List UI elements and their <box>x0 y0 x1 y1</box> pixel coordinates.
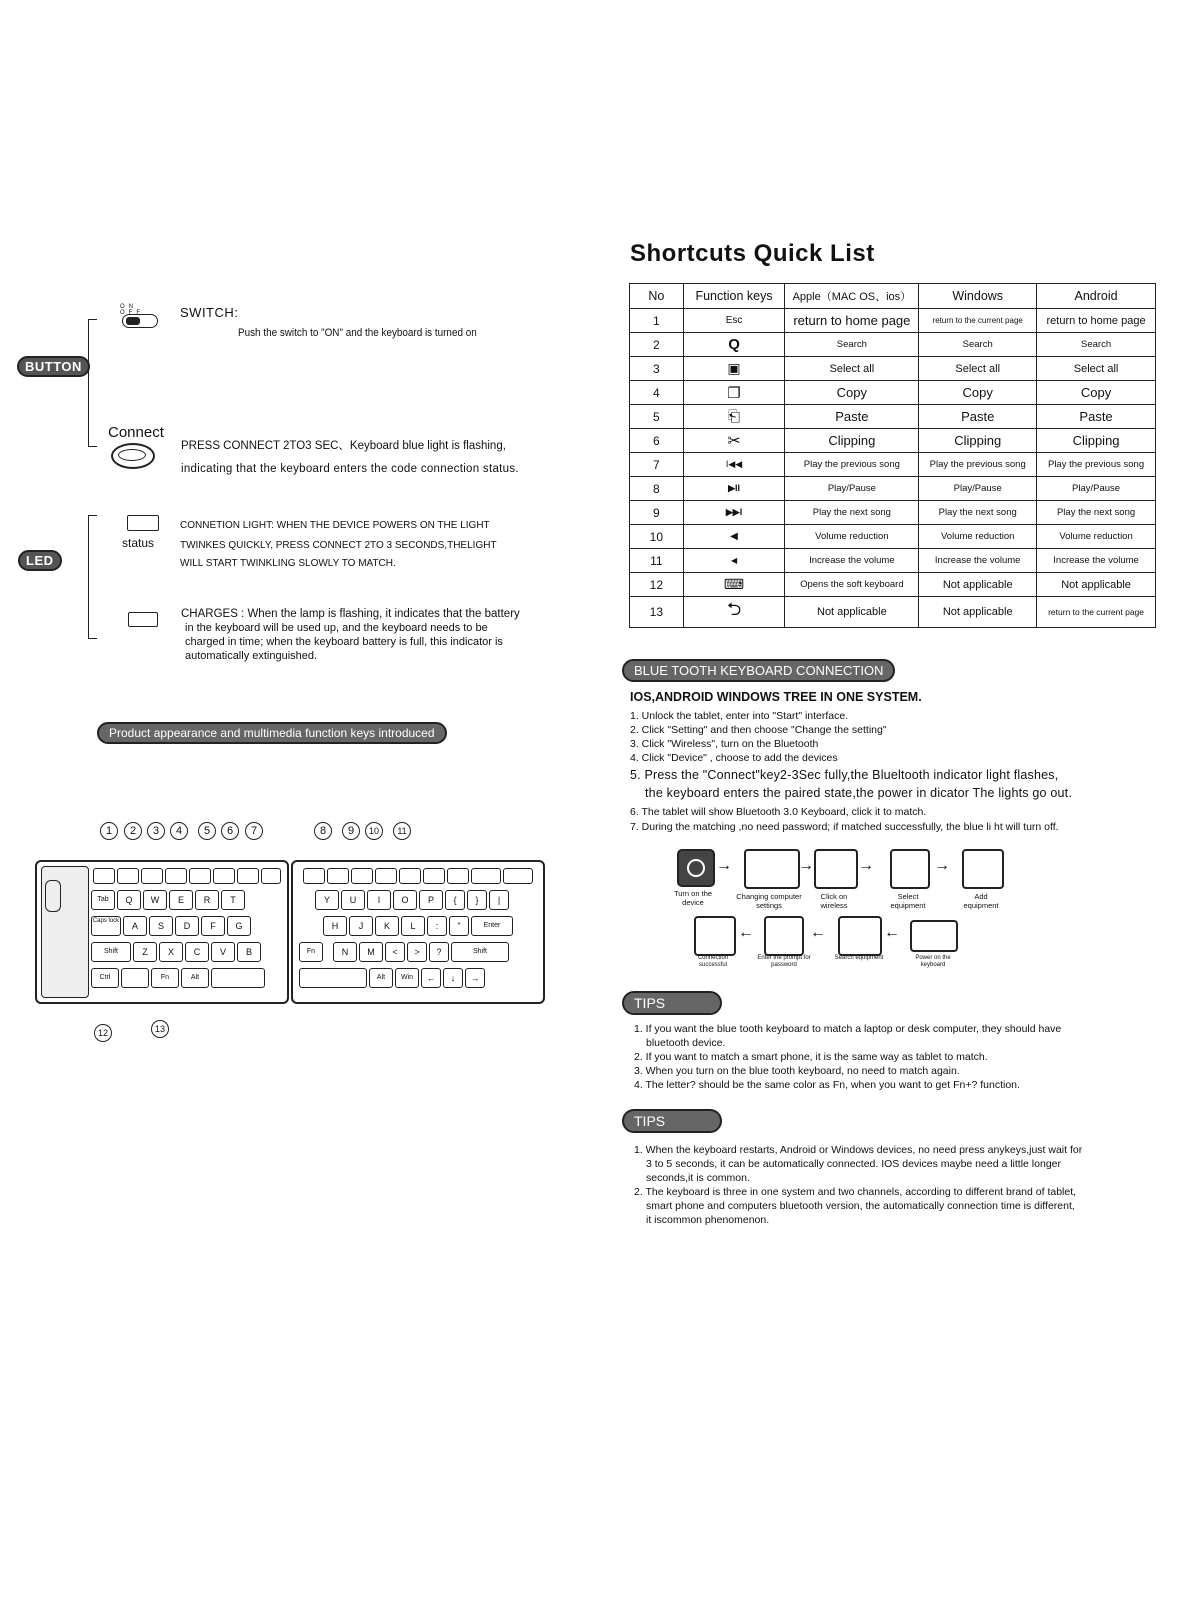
callout-2: 2 <box>124 822 142 840</box>
cell-apple: Select all <box>785 357 919 381</box>
tips-banner-2: TIPS <box>622 1109 722 1133</box>
fn-key <box>189 868 211 884</box>
status-line2: TWINKES QUICKLY, PRESS CONNECT 2TO 3 SECONDS,THELIGHT <box>180 540 497 551</box>
table-row <box>630 357 1156 381</box>
cell-windows: Not applicable <box>919 597 1037 628</box>
key: K <box>375 916 399 936</box>
fn-key <box>93 868 115 884</box>
cell-android: Paste <box>1037 405 1156 429</box>
arrow-left-icon: ← <box>738 924 754 941</box>
fn-key <box>141 868 163 884</box>
key: → <box>465 968 485 988</box>
key: ↓ <box>443 968 463 988</box>
bt-step-6: 6. The tablet will show Bluetooth 3.0 Keyboard, click it to match. <box>630 806 927 818</box>
key: B <box>237 942 261 962</box>
table-row <box>630 309 1156 333</box>
key: < <box>385 942 405 962</box>
key: Win <box>395 968 419 988</box>
key: { <box>445 890 465 910</box>
flow-step-label: Click on wireless <box>820 892 848 910</box>
bt-step-2: 2. Click "Setting" and then choose "Change the setting" <box>630 724 887 736</box>
key: V <box>211 942 235 962</box>
key: Y <box>315 890 339 910</box>
cell-no: 11 <box>630 549 684 573</box>
status-line1: CONNETION LIGHT: WHEN THE DEVICE POWERS ON THE LIGHT <box>180 520 490 531</box>
switch-title: SWITCH: <box>180 305 239 320</box>
header-android: Android <box>1037 284 1156 309</box>
key: O <box>393 890 417 910</box>
key: D <box>175 916 199 936</box>
arrow-right-icon: → <box>934 857 950 874</box>
table-row <box>630 333 1156 357</box>
cell-android: Volume reduction <box>1037 525 1156 549</box>
bt-heading: IOS,ANDROID WINDOWS TREE IN ONE SYSTEM. <box>630 690 922 704</box>
fn-key <box>503 868 533 884</box>
cell-apple: Paste <box>785 405 919 429</box>
table-row <box>630 381 1156 405</box>
key: X <box>159 942 183 962</box>
cell-android: Select all <box>1037 357 1156 381</box>
cell-apple: Clipping <box>785 429 919 453</box>
key: R <box>195 890 219 910</box>
fn-key <box>213 868 235 884</box>
callout-4: 4 <box>170 822 188 840</box>
cell-no: 6 <box>630 429 684 453</box>
bt-step-5a: 5. Press the "Connect"key2-3Sec fully,the Blueltooth indicator light flashes, <box>630 768 1059 782</box>
switch-icon <box>120 304 160 330</box>
play-pause-icon: ▶II <box>683 477 785 501</box>
key: Fn <box>299 942 323 962</box>
tip-item: it iscommon phenomenon. <box>646 1214 770 1226</box>
table-row <box>630 573 1156 597</box>
cell-apple: return to home page <box>785 309 919 333</box>
fn-key <box>261 868 281 884</box>
tip-item: 3 to 5 seconds, it can be automatically connected. IOS devices maybe need a little longer <box>646 1158 1061 1170</box>
cell-windows: Clipping <box>919 429 1037 453</box>
arrow-right-icon: → <box>798 857 814 874</box>
copy-icon: ❐ <box>683 381 785 405</box>
key: Alt <box>369 968 393 988</box>
previous-track-icon: I◀◀ <box>683 453 785 477</box>
cell-windows: Paste <box>919 405 1037 429</box>
cell-android: return to home page <box>1037 309 1156 333</box>
status-title: status <box>122 536 155 550</box>
bt-step-4: 4. Click "Device" , choose to add the devices <box>630 752 838 764</box>
key: L <box>401 916 425 936</box>
cell-no: 8 <box>630 477 684 501</box>
cell-windows: Search <box>919 333 1037 357</box>
cell-android: Search <box>1037 333 1156 357</box>
cell-android: return to the current page <box>1037 597 1156 628</box>
flow-step-label: Changing computer settings <box>736 892 802 910</box>
arrow-right-icon: → <box>716 857 732 874</box>
shortcuts-table <box>629 283 1156 628</box>
callout-11: 11 <box>393 822 411 840</box>
charge-light-icon <box>128 612 158 627</box>
cell-windows: Volume reduction <box>919 525 1037 549</box>
cell-apple: Play the next song <box>785 501 919 525</box>
key: T <box>221 890 245 910</box>
callout-12: 12 <box>94 1024 112 1042</box>
led-tag: LED <box>18 550 62 571</box>
key: Alt <box>181 968 209 988</box>
search-icon: Q <box>683 333 785 357</box>
next-track-icon: ▶▶I <box>683 501 785 525</box>
cell-no: 10 <box>630 525 684 549</box>
fn-key <box>327 868 349 884</box>
key: A <box>123 916 147 936</box>
fn-key <box>165 868 187 884</box>
tip-item: 4. The letter? should be the same color as Fn, when you want to get Fn+? function. <box>634 1079 1020 1091</box>
tips-banner-1: TIPS <box>622 991 722 1015</box>
charges-line4: automatically extinguished. <box>185 650 318 662</box>
table-row <box>630 501 1156 525</box>
status-light-icon <box>127 515 159 531</box>
table-row <box>630 477 1156 501</box>
fn-key <box>303 868 325 884</box>
tip-item: smart phone and computers bluetooth version, the automatically connection time is different, <box>646 1200 1075 1212</box>
success-screen-icon <box>694 916 736 956</box>
bt-step-7: 7. During the matching ,no need password; if matched successfully, the blue li ht will turn off. <box>630 821 1059 833</box>
table-row <box>630 453 1156 477</box>
cell-windows: Copy <box>919 381 1037 405</box>
flow-step-label: Turn on the device <box>673 889 713 907</box>
tip-item: 2. The keyboard is three in one system and two channels, according to different brand of tablet, <box>634 1186 1077 1198</box>
charges-line1: CHARGES : When the lamp is flashing, it indicates that the battery <box>181 608 520 620</box>
wireless-screen-icon <box>814 849 858 889</box>
shift-key: Shift <box>451 942 509 962</box>
space-key <box>299 968 367 988</box>
header-windows: Windows <box>919 284 1037 309</box>
arrow-left-icon: ← <box>884 924 900 941</box>
switch-off-label: OFF <box>120 310 144 316</box>
key: S <box>149 916 173 936</box>
flow-step-label: Search equipment <box>834 955 884 961</box>
connect-title: Connect <box>108 424 164 441</box>
connect-line1: PRESS CONNECT 2TO3 SEC、Keyboard blue light is flashing, <box>181 440 506 452</box>
bt-step-3: 3. Click "Wireless", turn on the Bluetooth <box>630 738 819 750</box>
key: P <box>419 890 443 910</box>
cell-no: 12 <box>630 573 684 597</box>
esc-icon: Esc <box>683 309 785 333</box>
key: Tab <box>91 890 115 910</box>
header-no: No <box>630 284 684 309</box>
callout-13: 13 <box>151 1020 169 1038</box>
enter-key: Enter <box>471 916 513 936</box>
settings-screen-icon <box>744 849 800 889</box>
key: : <box>427 916 447 936</box>
bt-steps <box>630 709 887 765</box>
led-bracket <box>88 515 97 639</box>
flow-step-label: Select equipment <box>890 892 926 910</box>
key <box>121 968 149 988</box>
volume-down-icon: ◀ <box>683 525 785 549</box>
key: U <box>341 890 365 910</box>
key: F <box>201 916 225 936</box>
bt-banner: BLUE TOOTH KEYBOARD CONNECTION <box>622 659 895 682</box>
bt-step-1: 1. Unlock the tablet, enter into "Start" interface. <box>630 710 849 722</box>
product-banner: Product appearance and multimedia function keys introduced <box>97 722 447 744</box>
cell-no: 5 <box>630 405 684 429</box>
table-row <box>630 549 1156 573</box>
flow-step-label: Enter the prompt for password <box>757 955 811 968</box>
status-line3: WILL START TWINKLING SLOWLY TO MATCH. <box>180 558 396 569</box>
charges-line2: in the keyboard will be used up, and the keyboard needs to be <box>185 622 488 634</box>
cell-apple: Not applicable <box>785 597 919 628</box>
tip-item: 2. If you want to match a smart phone, it is the same way as tablet to match. <box>634 1051 988 1063</box>
cell-android: Not applicable <box>1037 573 1156 597</box>
cell-apple: Search <box>785 333 919 357</box>
connect-line2: indicating that the keyboard enters the code connection status. <box>181 463 519 475</box>
callout-6: 6 <box>221 822 239 840</box>
shortcuts-title: Shortcuts Quick List <box>630 240 875 267</box>
fn-key <box>471 868 501 884</box>
switch-desc: Push the switch to "ON" and the keyboard is turned on <box>238 327 477 339</box>
cell-android: Increase the volume <box>1037 549 1156 573</box>
cell-no: 4 <box>630 381 684 405</box>
cell-apple: Opens the soft keyboard <box>785 573 919 597</box>
key: H <box>323 916 347 936</box>
callout-5: 5 <box>198 822 216 840</box>
key: M <box>359 942 383 962</box>
callout-1: 1 <box>100 822 118 840</box>
flow-step-label: Add equipment <box>963 892 999 910</box>
tip-item: bluetooth device. <box>646 1037 726 1049</box>
key: Q <box>117 890 141 910</box>
paste-icon: ⎗ <box>683 405 785 429</box>
device-icon <box>677 849 715 887</box>
arrow-left-icon: ← <box>810 924 826 941</box>
cell-apple: Play/Pause <box>785 477 919 501</box>
flow-step-label: Power on the keyboard <box>915 955 951 968</box>
fn-key <box>351 868 373 884</box>
key: > <box>407 942 427 962</box>
key: | <box>489 890 509 910</box>
cell-android: Copy <box>1037 381 1156 405</box>
key: " <box>449 916 469 936</box>
key: G <box>227 916 251 936</box>
tip-item: 1. If you want the blue tooth keyboard to match a laptop or desk computer, they should have <box>634 1023 1062 1035</box>
password-screen-icon <box>764 916 804 956</box>
header-apple: Apple（MAC OS、ios） <box>785 284 919 309</box>
charges-line3: charged in time; when the keyboard battery is full, this indicator is <box>185 636 503 648</box>
key: Fn <box>151 968 179 988</box>
key: E <box>169 890 193 910</box>
add-screen-icon <box>962 849 1004 889</box>
callout-8: 8 <box>314 822 332 840</box>
key: J <box>349 916 373 936</box>
select-screen-icon <box>890 849 930 889</box>
key: ← <box>421 968 441 988</box>
cell-windows: Play/Pause <box>919 477 1037 501</box>
button-bracket <box>88 319 97 447</box>
header-function-keys: Function keys <box>683 284 785 309</box>
cell-apple: Play the previous song <box>785 453 919 477</box>
key: W <box>143 890 167 910</box>
callout-9: 9 <box>342 822 360 840</box>
callout-3: 3 <box>147 822 165 840</box>
key: Caps lock <box>91 916 121 936</box>
table-row <box>630 525 1156 549</box>
fn-key <box>375 868 397 884</box>
callout-10: 10 <box>365 822 383 840</box>
tip-item: 1. When the keyboard restarts, Android or Windows devices, no need press anykeys,just wait for <box>634 1144 1083 1156</box>
cell-no: 3 <box>630 357 684 381</box>
cell-android: Clipping <box>1037 429 1156 453</box>
key: Ctrl <box>91 968 119 988</box>
connect-button-icon <box>111 443 155 469</box>
back-arrow-icon: ⮌ <box>683 597 785 628</box>
cell-apple: Increase the volume <box>785 549 919 573</box>
key: Shift <box>91 942 131 962</box>
cell-windows: Play the previous song <box>919 453 1037 477</box>
select-all-icon: ▣ <box>683 357 785 381</box>
tips-list-2 <box>634 1143 1082 1227</box>
fn-key <box>423 868 445 884</box>
cell-windows: return to the current page <box>919 309 1037 333</box>
cell-android: Play the next song <box>1037 501 1156 525</box>
switch-on-label: ON <box>120 304 137 310</box>
arrow-right-icon: → <box>858 857 874 874</box>
table-row <box>630 429 1156 453</box>
keyboard-icon: ⌨ <box>683 573 785 597</box>
space-key <box>211 968 265 988</box>
fn-key <box>117 868 139 884</box>
cell-apple: Volume reduction <box>785 525 919 549</box>
callout-7: 7 <box>245 822 263 840</box>
fn-key <box>237 868 259 884</box>
key: ? <box>429 942 449 962</box>
tip-item: 3. When you turn on the blue tooth keyboard, no need to match again. <box>634 1065 960 1077</box>
keyboard-illustration <box>35 860 545 1002</box>
search-screen-icon <box>838 916 882 956</box>
scissors-icon: ✂ <box>683 429 785 453</box>
key: I <box>367 890 391 910</box>
button-tag: BUTTON <box>17 356 90 377</box>
table-row <box>630 597 1156 628</box>
cell-no: 2 <box>630 333 684 357</box>
tip-item: seconds,it is common. <box>646 1172 750 1184</box>
cell-windows: Select all <box>919 357 1037 381</box>
cell-windows: Not applicable <box>919 573 1037 597</box>
keyboard-power-icon <box>45 880 61 912</box>
cell-no: 1 <box>630 309 684 333</box>
table-header-row <box>630 284 1156 309</box>
flow-step-label: Connection successful <box>697 955 729 968</box>
tips-list-1 <box>634 1022 1061 1092</box>
cell-android: Play/Pause <box>1037 477 1156 501</box>
key: } <box>467 890 487 910</box>
cell-no: 9 <box>630 501 684 525</box>
key: Z <box>133 942 157 962</box>
bt-step-5b: the keyboard enters the paired state,the power in dicator The lights go out. <box>645 786 1073 800</box>
volume-up-icon: ◀ <box>683 549 785 573</box>
cell-windows: Play the next song <box>919 501 1037 525</box>
key: N <box>333 942 357 962</box>
keyboard-power-screen-icon <box>910 920 958 952</box>
cell-windows: Increase the volume <box>919 549 1037 573</box>
cell-no: 7 <box>630 453 684 477</box>
key: C <box>185 942 209 962</box>
fn-key <box>399 868 421 884</box>
table-row <box>630 405 1156 429</box>
cell-android: Play the previous song <box>1037 453 1156 477</box>
cell-apple: Copy <box>785 381 919 405</box>
fn-key <box>447 868 469 884</box>
cell-no: 13 <box>630 597 684 628</box>
